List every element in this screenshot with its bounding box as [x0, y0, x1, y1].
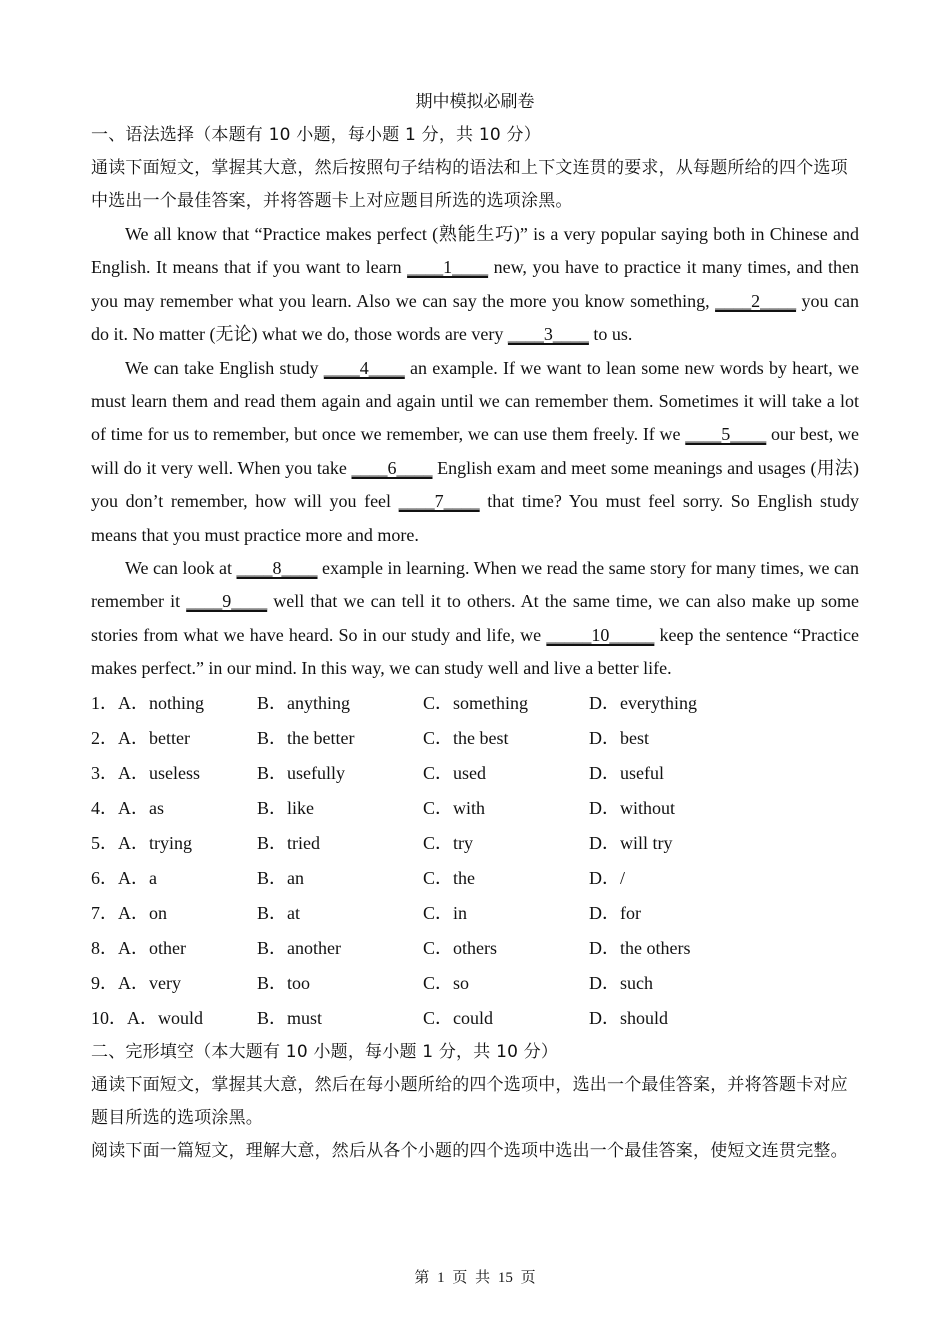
option-6-d: D．/	[589, 867, 625, 888]
blank-6: ____6____	[351, 457, 433, 478]
passage-paragraph-2	[91, 352, 859, 552]
option-8-b: B．another	[257, 937, 341, 958]
blank-9: ____9____	[186, 591, 268, 612]
option-4-b: B．like	[257, 797, 314, 818]
option-row-8	[91, 931, 859, 966]
option-2-d: D．best	[589, 727, 649, 748]
passage-text: keep the sentence “Practice makes perfect.” in our mind. In this way, we can study well and live a better life.	[91, 624, 860, 679]
passage-text: We can look at	[125, 558, 237, 579]
option-row-4	[91, 791, 859, 826]
option-row-1	[91, 686, 859, 721]
option-2-c: C．the best	[423, 727, 509, 748]
section2-instruction-2: 阅读下面一篇短文，理解大意，然后从各个小题的四个选项中选出一个最佳答案，使短文连贯完整。	[91, 1140, 848, 1161]
section2-instruction-1: 通读下面短文，掌握其大意，然后在每小题所给的四个选项中，选出一个最佳答案，并将答题卡对应题目所选的选项涂黑。	[91, 1074, 848, 1128]
option-10-d: D．should	[589, 1007, 669, 1028]
option-8-a: 8．A．other	[91, 937, 186, 958]
answer-options	[91, 686, 859, 1036]
option-1-d: D．everything	[589, 692, 697, 713]
blank-5: ____5____	[685, 424, 767, 445]
passage-paragraph-3	[91, 552, 859, 686]
section2-heading: 二、完形填空（本大题有 10 小题，每小题 1 分，共 10 分）	[91, 1041, 559, 1062]
option-5-c: C．try	[423, 832, 474, 853]
document-page	[91, 86, 859, 1168]
blank-10: _____10_____	[546, 624, 655, 645]
option-7-a: 7．A．on	[91, 902, 167, 923]
blank-8: ____8____	[236, 558, 318, 579]
passage-text: well that we can tell it to others. At the same time, we can also make up some stories from what we have heard. So in our study and life, we	[91, 591, 859, 645]
option-3-a: 3．A．useless	[91, 762, 200, 783]
option-row-7	[91, 896, 859, 931]
passage-text: you can do it. No matter (无论) what we do, those words are very	[91, 290, 860, 345]
blank-1: ____1____	[407, 257, 489, 278]
option-row-5	[91, 826, 859, 861]
section1-instruction: 通读下面短文，掌握其大意，然后按照句子结构的语法和上下文连贯的要求，从每题所给的四个选项中选出一个最佳答案，并将答题卡上对应题目所选的选项涂黑。	[91, 158, 848, 211]
option-8-c: C．others	[423, 937, 497, 958]
option-1-c: C．something	[423, 692, 529, 713]
option-row-2	[91, 721, 859, 756]
option-row-9	[91, 966, 859, 1001]
option-9-b: B．too	[257, 972, 311, 993]
option-2-b: B．the better	[257, 727, 355, 748]
option-9-a: 9．A．very	[91, 972, 181, 993]
page-title: 期中模拟必刷卷	[415, 92, 535, 112]
passage-text: to us.	[588, 324, 633, 345]
option-10-c: C．could	[423, 1007, 493, 1028]
passage-text: English exam and meet some meanings and usages (用法) you don’t remember, how will you feel	[91, 457, 859, 512]
option-10-b: B．must	[257, 1007, 323, 1028]
blank-7: ____7____	[398, 491, 480, 512]
option-row-3	[91, 756, 859, 791]
option-5-d: D．will try	[589, 832, 673, 853]
option-4-a: 4．A．as	[91, 797, 164, 818]
option-2-a: 2．A．better	[91, 727, 190, 748]
passage-text: an example. If we want to lean some new words by heart, we must learn them and read them again and again until we can remember them. Sometimes it will take a lot of time for us to remember, but once we remember, we can use them freely. If we	[91, 357, 859, 445]
passage-text: We all know that “Practice makes perfect (熟能生巧)” is a very popular saying both in Chinese and English. It means that if you want to learn	[91, 224, 859, 278]
passage-paragraph-1	[91, 218, 859, 352]
option-5-b: B．tried	[257, 832, 320, 853]
option-3-c: C．used	[423, 762, 486, 783]
blank-3: ____3____	[507, 324, 589, 345]
passage-text: our best, we will do it very well. When you take	[91, 424, 859, 478]
option-4-c: C．with	[423, 797, 486, 818]
passage-text: that time? You must feel sorry. So English study means that you must practice more and more.	[91, 491, 859, 545]
option-1-a: 1．A．nothing	[91, 692, 205, 713]
option-1-b: B．anything	[257, 692, 350, 713]
section1-heading: 一、语法选择（本题有 10 小题，每小题 1 分，共 10 分）	[91, 125, 541, 145]
option-3-b: B．usefully	[257, 762, 345, 783]
blank-4: ____4____	[323, 357, 405, 378]
option-7-c: C．in	[423, 902, 468, 923]
option-row-10	[91, 1001, 859, 1036]
option-6-b: B．an	[257, 867, 304, 888]
page-footer: 第 1 页 共 15 页	[414, 1270, 536, 1286]
option-row-6	[91, 861, 859, 896]
option-3-d: D．useful	[589, 762, 664, 783]
passage-text: new, you have to practice it many times, and then you may remember what you learn. Also we can say the more you know something,	[91, 257, 859, 311]
option-6-c: C．the	[423, 867, 475, 888]
option-8-d: D．the others	[589, 937, 691, 958]
passage-text: example in learning. When we read the same story for many times, we can remember it	[91, 558, 859, 612]
option-7-b: B．at	[257, 902, 300, 923]
option-7-d: D．for	[589, 902, 641, 923]
option-9-d: D．such	[589, 972, 653, 993]
option-9-c: C．so	[423, 972, 470, 993]
option-6-a: 6．A．a	[91, 867, 157, 888]
option-5-a: 5．A．trying	[91, 832, 192, 853]
option-4-d: D．without	[589, 797, 676, 818]
passage-text: We can take English study	[125, 357, 324, 378]
option-10-a: 10．A．would	[91, 1007, 203, 1028]
blank-2: ____2____	[715, 290, 797, 311]
